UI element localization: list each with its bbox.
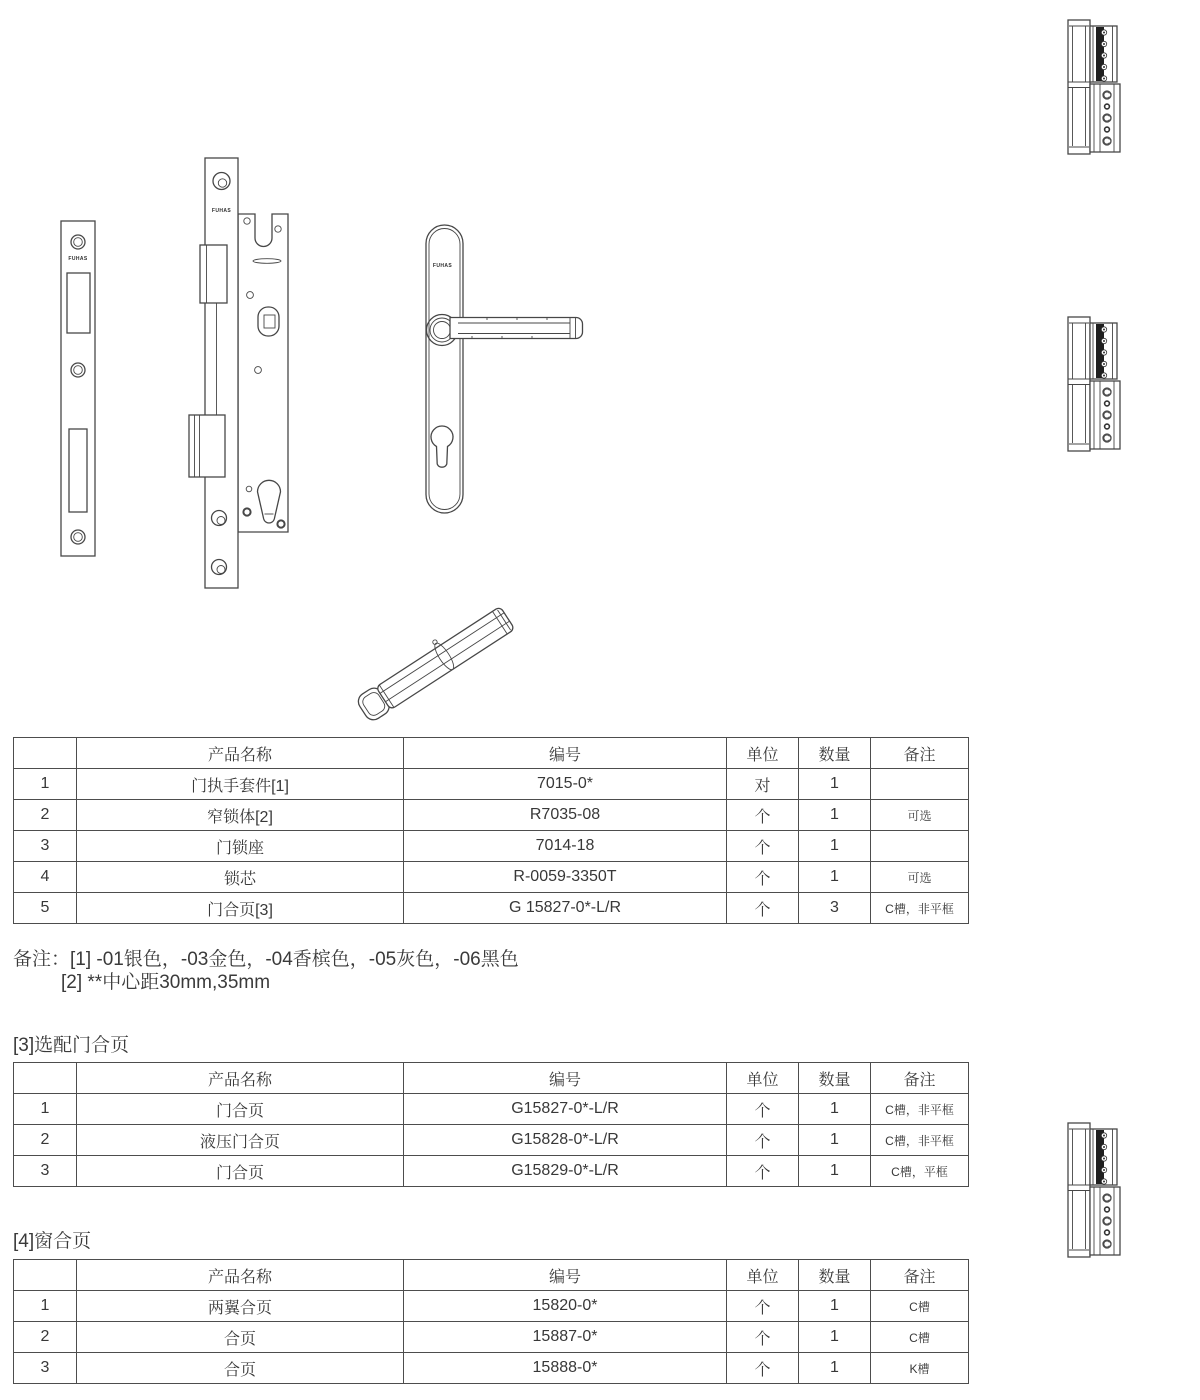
table-row	[14, 800, 969, 831]
cell-unit: 个	[727, 831, 799, 862]
cell-remark: 可选	[871, 862, 969, 893]
table-row	[14, 862, 969, 893]
footnote-center-distance: [2] **中心距30mm,35mm	[61, 972, 271, 993]
cell-index: 4	[14, 862, 77, 893]
col-header-remark: 备注	[871, 1260, 969, 1291]
table-row	[14, 1125, 969, 1156]
cell-index: 3	[14, 831, 77, 862]
cell-qty: 1	[799, 1291, 871, 1322]
cell-unit: 个	[727, 1156, 799, 1187]
cell-qty: 1	[799, 1322, 871, 1353]
cell-code: G15828-0*-L/R	[404, 1125, 727, 1156]
cell-index: 2	[14, 1322, 77, 1353]
brand-logo: FUHAS	[68, 256, 88, 262]
col-header-name: 产品名称	[77, 1063, 404, 1094]
col-header-qty: 数量	[799, 1260, 871, 1291]
cell-index: 2	[14, 1125, 77, 1156]
cell-name: 门合页	[77, 1156, 404, 1187]
col-header-name: 产品名称	[77, 1260, 404, 1291]
cell-qty: 1	[799, 862, 871, 893]
hinge-drawing-bottom	[1068, 1123, 1120, 1257]
cell-remark: C槽，非平框	[871, 1094, 969, 1125]
col-header-index	[14, 1260, 77, 1291]
cell-name: 门合页[3]	[77, 893, 404, 924]
cell-name: 锁芯	[77, 862, 404, 893]
cell-unit: 对	[727, 769, 799, 800]
cell-name: 门合页	[77, 1094, 404, 1125]
header-row	[14, 1063, 969, 1094]
cell-code: R7035-08	[404, 800, 727, 831]
cell-index: 2	[14, 800, 77, 831]
cell-remark	[871, 831, 969, 862]
cell-unit: 个	[727, 1353, 799, 1384]
hinge-drawing-top	[1068, 20, 1120, 154]
cell-remark: 可选	[871, 800, 969, 831]
brand-logo: FUHAS	[432, 263, 453, 269]
cell-code: G15829-0*-L/R	[404, 1156, 727, 1187]
cell-index: 1	[14, 1291, 77, 1322]
main-parts-table	[13, 737, 969, 924]
cell-qty: 1	[799, 1353, 871, 1384]
cell-remark: C槽，非平框	[871, 893, 969, 924]
cell-unit: 个	[727, 893, 799, 924]
cell-qty: 1	[799, 769, 871, 800]
cell-index: 3	[14, 1156, 77, 1187]
cell-name: 液压门合页	[77, 1125, 404, 1156]
table-row	[14, 769, 969, 800]
cell-unit: 个	[727, 1094, 799, 1125]
table-row	[14, 893, 969, 924]
cell-code: 15820-0*	[404, 1291, 727, 1322]
cell-code: 7015-0*	[404, 769, 727, 800]
table-row	[14, 1156, 969, 1187]
door-hinges-table	[13, 1062, 969, 1187]
col-header-qty: 数量	[799, 738, 871, 769]
cell-qty: 1	[799, 800, 871, 831]
col-header-name: 产品名称	[77, 738, 404, 769]
col-header-remark: 备注	[871, 738, 969, 769]
col-header-code: 编号	[404, 738, 727, 769]
col-header-remark: 备注	[871, 1063, 969, 1094]
cell-unit: 个	[727, 1322, 799, 1353]
cell-remark: C槽，平框	[871, 1156, 969, 1187]
cylinder-drawing	[352, 600, 515, 723]
table-row	[14, 1291, 969, 1322]
col-header-unit: 单位	[727, 1260, 799, 1291]
cell-qty: 1	[799, 1125, 871, 1156]
section-title-door-hinges: [3]选配门合页	[13, 1035, 130, 1056]
window-hinges-table	[13, 1259, 969, 1384]
cell-code: G 15827-0*-L/R	[404, 893, 727, 924]
cell-index: 3	[14, 1353, 77, 1384]
cell-code: 7014-18	[404, 831, 727, 862]
header-row	[14, 1260, 969, 1291]
table-row	[14, 1094, 969, 1125]
col-header-code: 编号	[404, 1063, 727, 1094]
col-header-code: 编号	[404, 1260, 727, 1291]
lock-body-drawing	[189, 158, 288, 588]
cell-code: 15888-0*	[404, 1353, 727, 1384]
cell-unit: 个	[727, 800, 799, 831]
cell-remark: K槽	[871, 1353, 969, 1384]
handle-drawing	[426, 225, 583, 513]
cell-qty: 1	[799, 1156, 871, 1187]
footnote-colors: 备注：[1] -01银色，-03金色，-04香槟色，-05灰色，-06黑色	[13, 949, 519, 970]
cell-unit: 个	[727, 1125, 799, 1156]
col-header-index	[14, 1063, 77, 1094]
cell-name: 两翼合页	[77, 1291, 404, 1322]
cell-name: 窄锁体[2]	[77, 800, 404, 831]
cell-code: 15887-0*	[404, 1322, 727, 1353]
cell-code: G15827-0*-L/R	[404, 1094, 727, 1125]
cell-code: R-0059-3350T	[404, 862, 727, 893]
hinge-drawing-middle	[1068, 317, 1120, 451]
cell-index: 5	[14, 893, 77, 924]
cell-index: 1	[14, 769, 77, 800]
col-header-unit: 单位	[727, 1063, 799, 1094]
brand-logo: FUHAS	[211, 208, 232, 214]
cell-name: 合页	[77, 1322, 404, 1353]
cell-remark	[871, 769, 969, 800]
cell-remark: C槽，非平框	[871, 1125, 969, 1156]
cell-qty: 3	[799, 893, 871, 924]
cell-name: 合页	[77, 1353, 404, 1384]
cell-index: 1	[14, 1094, 77, 1125]
cell-remark: C槽	[871, 1322, 969, 1353]
col-header-qty: 数量	[799, 1063, 871, 1094]
cell-unit: 个	[727, 862, 799, 893]
table-row	[14, 1322, 969, 1353]
header-row	[14, 738, 969, 769]
cell-qty: 1	[799, 831, 871, 862]
cell-unit: 个	[727, 1291, 799, 1322]
strike-plate-drawing	[61, 221, 95, 556]
table-row	[14, 831, 969, 862]
lever-handle	[450, 318, 583, 339]
cell-qty: 1	[799, 1094, 871, 1125]
section-title-window-hinges: [4]窗合页	[13, 1231, 92, 1252]
table-row	[14, 1353, 969, 1384]
cell-name: 门锁座	[77, 831, 404, 862]
cell-remark: C槽	[871, 1291, 969, 1322]
cell-name: 门执手套件[1]	[77, 769, 404, 800]
col-header-unit: 单位	[727, 738, 799, 769]
col-header-index	[14, 738, 77, 769]
